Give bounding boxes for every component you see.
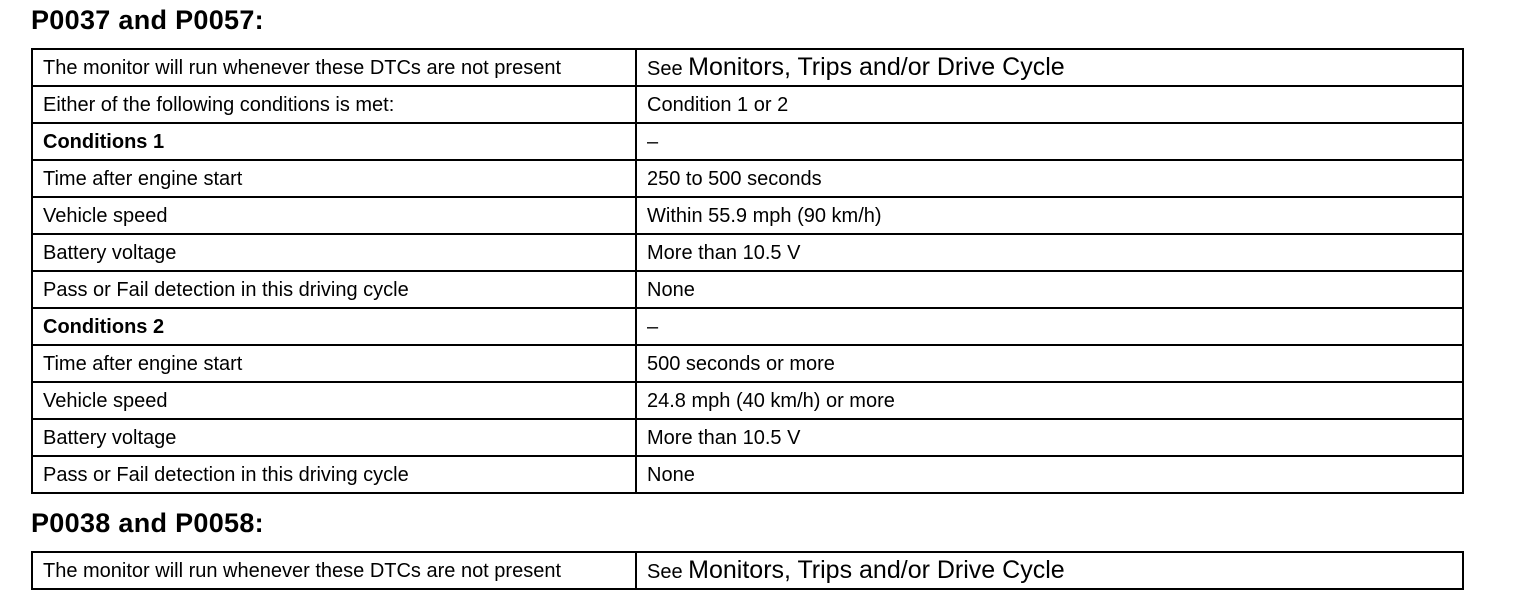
value-cell — [636, 49, 1463, 86]
condition-cell: Time after engine start — [32, 160, 636, 197]
drive-cycle-reference-link[interactable]: Monitors, Trips and/or Drive Cycle — [688, 52, 1065, 81]
table-row — [32, 419, 1463, 456]
section-heading-p0038-p0058: P0038 and P0058: — [31, 508, 264, 538]
condition-cell: Either of the following conditions is met: — [32, 86, 636, 123]
table-row — [32, 456, 1463, 493]
table-row — [32, 123, 1463, 160]
table-row — [32, 160, 1463, 197]
section-heading-p0037-p0057: P0037 and P0057: — [31, 5, 264, 35]
conditions-table-p0037-p0057 — [31, 48, 1464, 494]
condition-group-header: Conditions 2 — [32, 308, 636, 345]
table-row — [32, 308, 1463, 345]
see-prefix: See — [647, 560, 683, 583]
condition-cell: Pass or Fail detection in this driving cycle — [32, 456, 636, 493]
condition-cell: Vehicle speed — [32, 197, 636, 234]
condition-cell: Vehicle speed — [32, 382, 636, 419]
value-cell: None — [636, 271, 1463, 308]
conditions-table-p0038-p0058 — [31, 551, 1464, 590]
table-row — [32, 49, 1463, 86]
condition-cell: Pass or Fail detection in this driving cycle — [32, 271, 636, 308]
table-row — [32, 234, 1463, 271]
value-cell: 24.8 mph (40 km/h) or more — [636, 382, 1463, 419]
condition-cell: The monitor will run whenever these DTCs are not present — [32, 49, 636, 86]
condition-group-header: Conditions 1 — [32, 123, 636, 160]
table-row — [32, 345, 1463, 382]
value-cell: 500 seconds or more — [636, 345, 1463, 382]
value-cell: – — [636, 123, 1463, 160]
value-cell: Within 55.9 mph (90 km/h) — [636, 197, 1463, 234]
table-row — [32, 271, 1463, 308]
condition-cell: Battery voltage — [32, 419, 636, 456]
condition-cell: The monitor will run whenever these DTCs are not present — [32, 552, 636, 589]
value-cell: More than 10.5 V — [636, 234, 1463, 271]
value-cell: None — [636, 456, 1463, 493]
value-cell: More than 10.5 V — [636, 419, 1463, 456]
value-cell: Condition 1 or 2 — [636, 86, 1463, 123]
value-cell: – — [636, 308, 1463, 345]
condition-cell: Time after engine start — [32, 345, 636, 382]
table-row — [32, 197, 1463, 234]
table-row — [32, 382, 1463, 419]
drive-cycle-reference-link[interactable]: Monitors, Trips and/or Drive Cycle — [688, 555, 1065, 584]
table-row — [32, 86, 1463, 123]
see-prefix: See — [647, 57, 683, 80]
condition-cell: Battery voltage — [32, 234, 636, 271]
table-row — [32, 552, 1463, 589]
value-cell — [636, 552, 1463, 589]
value-cell: 250 to 500 seconds — [636, 160, 1463, 197]
